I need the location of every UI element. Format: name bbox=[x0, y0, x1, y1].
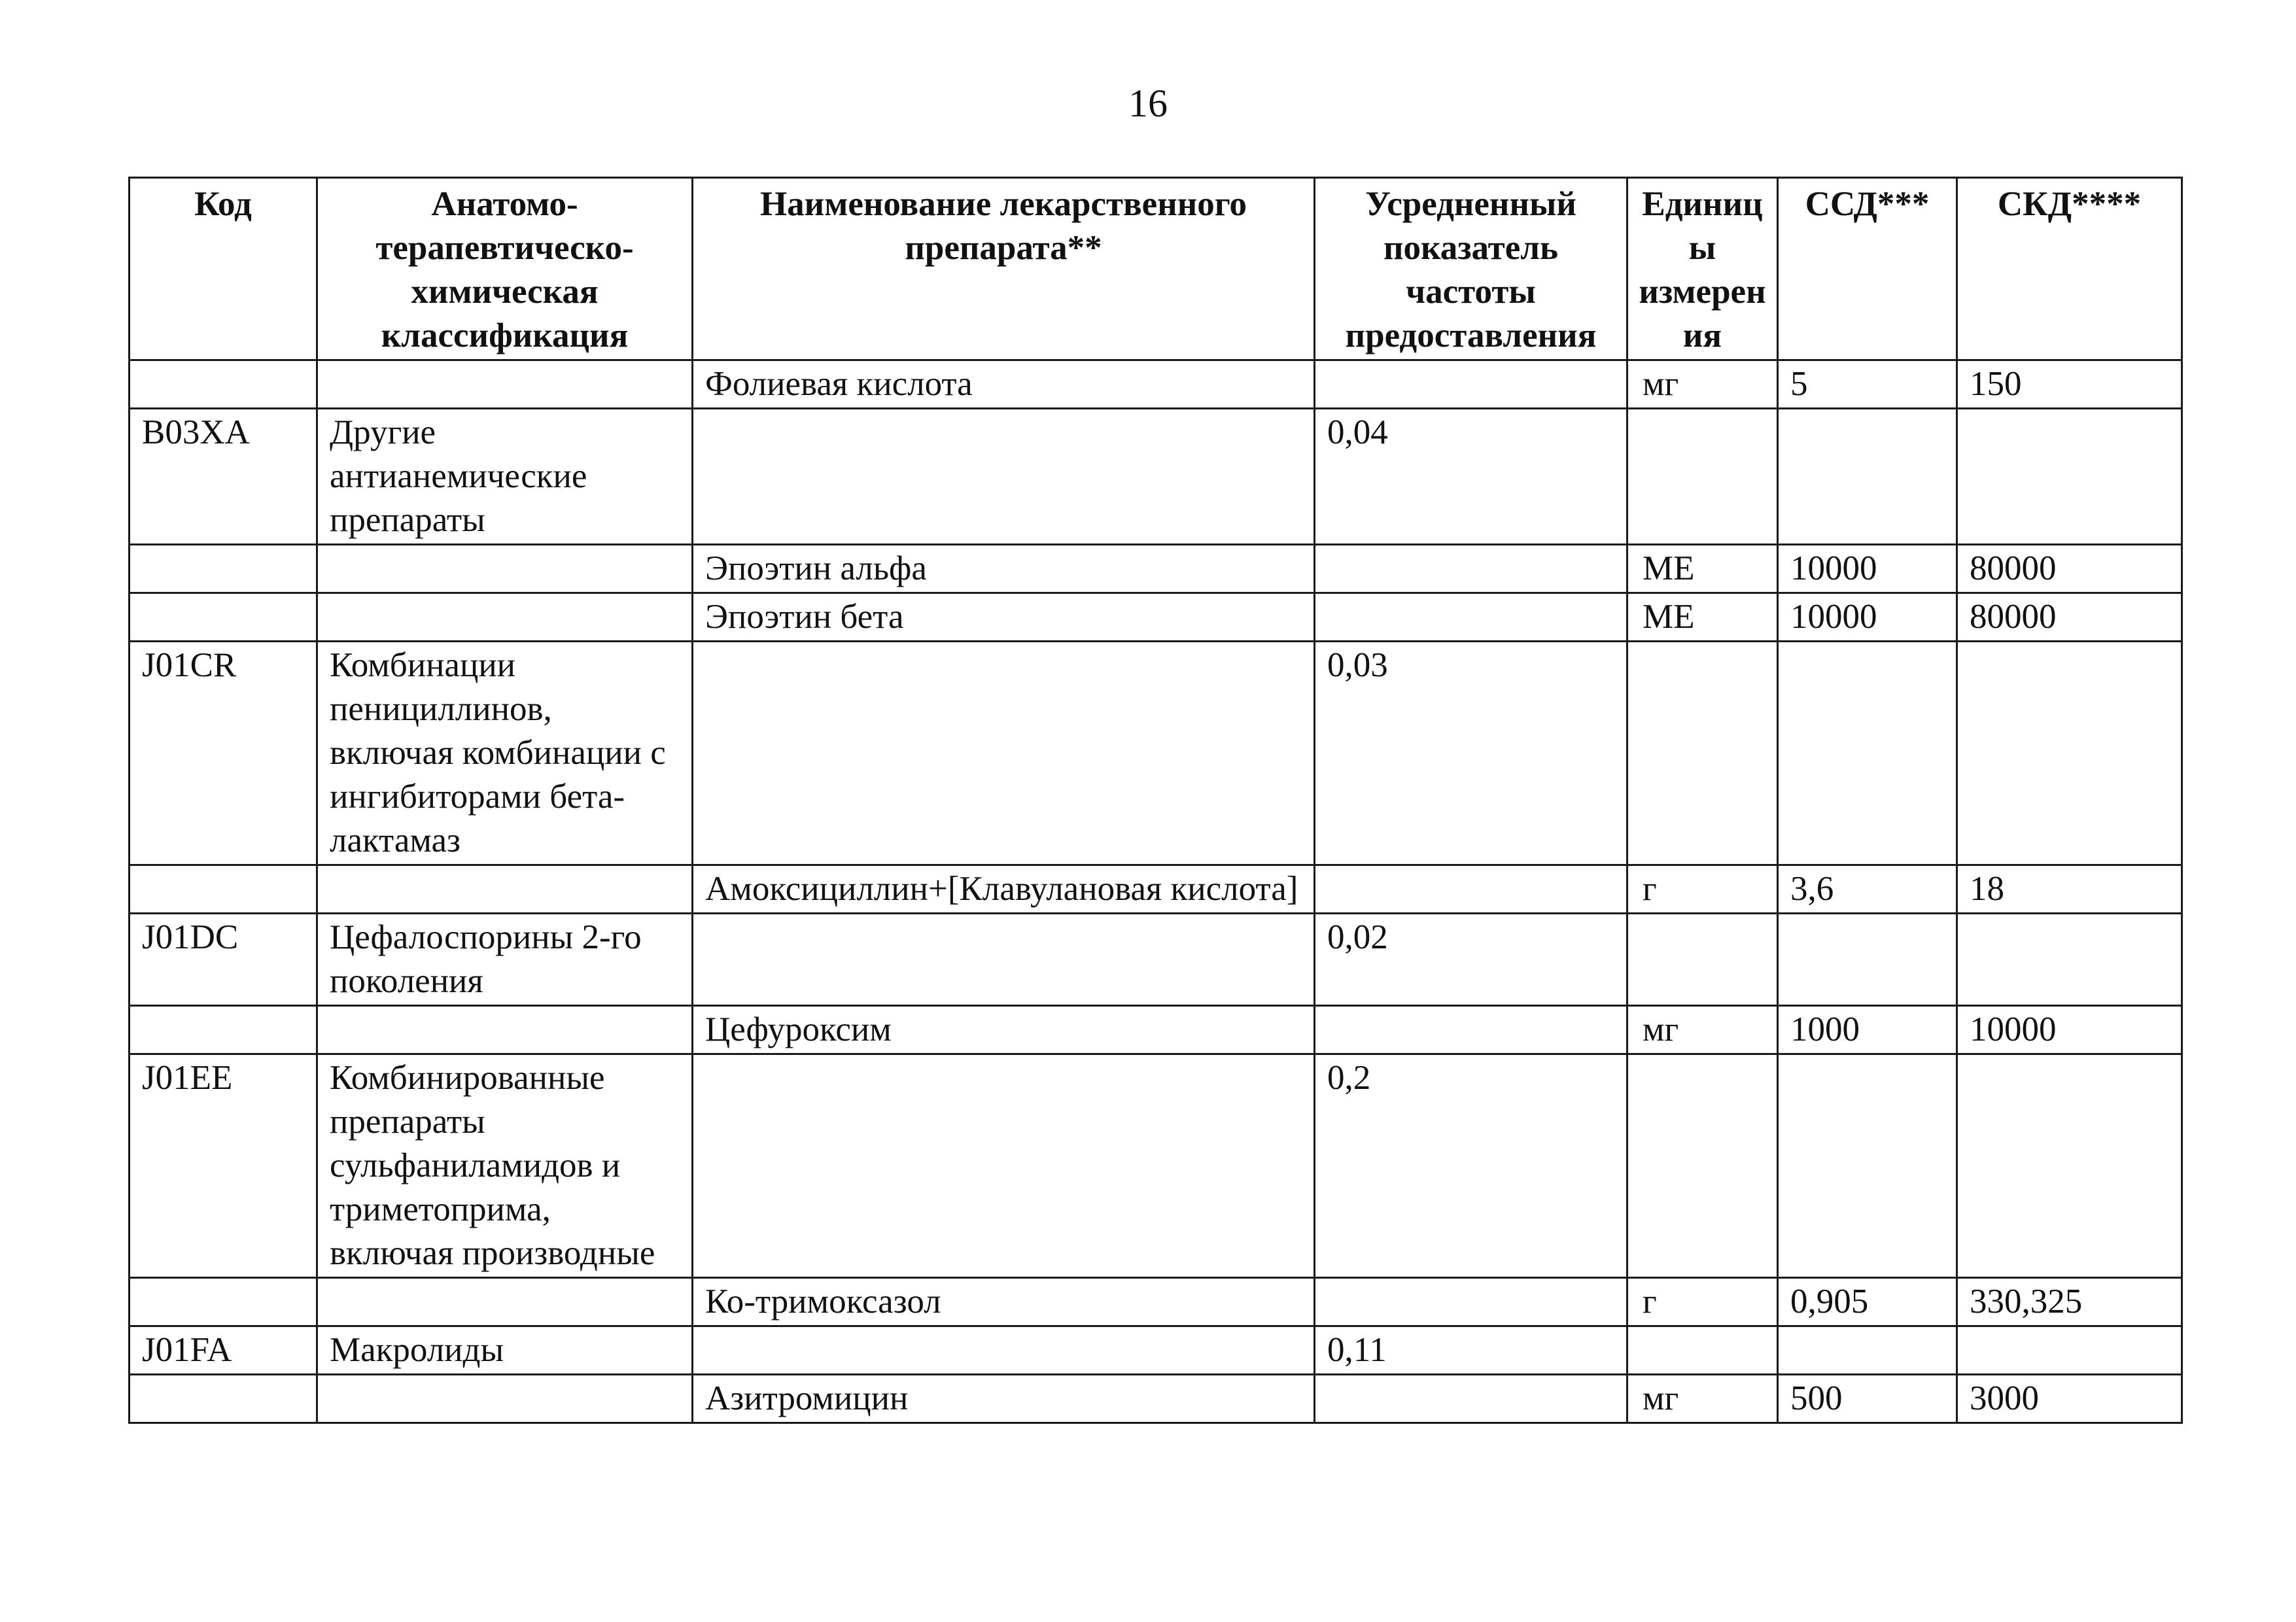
cell-ssd bbox=[1778, 914, 1957, 1006]
cell-code bbox=[130, 1375, 317, 1423]
cell-ssd: 3,6 bbox=[1778, 865, 1957, 914]
cell-code: J01CR bbox=[130, 642, 317, 865]
cell-ssd bbox=[1778, 642, 1957, 865]
table-row bbox=[130, 409, 2182, 545]
cell-name bbox=[693, 409, 1315, 545]
header-unit: Единицы измерения bbox=[1627, 178, 1778, 360]
cell-name: Амоксициллин+[Клавулановая кислота] bbox=[693, 865, 1315, 914]
table-row bbox=[130, 914, 2182, 1006]
cell-atc bbox=[317, 1375, 693, 1423]
cell-skd bbox=[1957, 1326, 2182, 1375]
cell-name: Азитромицин bbox=[693, 1375, 1315, 1423]
table-row bbox=[130, 360, 2182, 409]
cell-atc: Комбинированные препараты сульфаниламидов и триметоприма, включая производные bbox=[317, 1054, 693, 1278]
cell-frequency: 0,02 bbox=[1315, 914, 1627, 1006]
cell-code bbox=[130, 865, 317, 914]
header-frequency: Усредненный показатель частоты предоставления bbox=[1315, 178, 1627, 360]
cell-frequency: 0,2 bbox=[1315, 1054, 1627, 1278]
table-row bbox=[130, 865, 2182, 914]
cell-skd: 80000 bbox=[1957, 593, 2182, 642]
table-row bbox=[130, 1326, 2182, 1375]
table-row bbox=[130, 642, 2182, 865]
cell-code: J01EE bbox=[130, 1054, 317, 1278]
table-row bbox=[130, 1054, 2182, 1278]
cell-name bbox=[693, 1054, 1315, 1278]
cell-code bbox=[130, 1006, 317, 1054]
table-row bbox=[130, 1278, 2182, 1326]
cell-skd: 80000 bbox=[1957, 545, 2182, 593]
cell-skd: 3000 bbox=[1957, 1375, 2182, 1423]
cell-ssd: 10000 bbox=[1778, 593, 1957, 642]
cell-unit: мг bbox=[1627, 1006, 1778, 1054]
table-row bbox=[130, 1375, 2182, 1423]
cell-frequency bbox=[1315, 1375, 1627, 1423]
cell-code bbox=[130, 593, 317, 642]
cell-code bbox=[130, 1278, 317, 1326]
cell-code bbox=[130, 360, 317, 409]
table-row bbox=[130, 1006, 2182, 1054]
cell-frequency: 0,03 bbox=[1315, 642, 1627, 865]
cell-name bbox=[693, 914, 1315, 1006]
cell-atc bbox=[317, 360, 693, 409]
cell-atc bbox=[317, 593, 693, 642]
cell-name: Цефуроксим bbox=[693, 1006, 1315, 1054]
cell-ssd bbox=[1778, 1054, 1957, 1278]
cell-name: Эпоэтин альфа bbox=[693, 545, 1315, 593]
cell-code bbox=[130, 545, 317, 593]
cell-name bbox=[693, 1326, 1315, 1375]
cell-frequency bbox=[1315, 865, 1627, 914]
cell-atc bbox=[317, 545, 693, 593]
cell-frequency bbox=[1315, 545, 1627, 593]
cell-ssd: 5 bbox=[1778, 360, 1957, 409]
header-skd: СКД**** bbox=[1957, 178, 2182, 360]
cell-name: Фолиевая кислота bbox=[693, 360, 1315, 409]
cell-skd bbox=[1957, 914, 2182, 1006]
header-name: Наименование лекарственного препарата** bbox=[693, 178, 1315, 360]
header-atc: Анатомо-терапевтическо-химическая классификация bbox=[317, 178, 693, 360]
table-body bbox=[130, 360, 2182, 1423]
cell-unit: МЕ bbox=[1627, 545, 1778, 593]
cell-code: J01DC bbox=[130, 914, 317, 1006]
cell-atc: Комбинации пенициллинов, включая комбинации с ингибиторами бета-лактамаз bbox=[317, 642, 693, 865]
cell-skd bbox=[1957, 642, 2182, 865]
cell-frequency: 0,04 bbox=[1315, 409, 1627, 545]
header-ssd: ССД*** bbox=[1778, 178, 1957, 360]
cell-unit: мг bbox=[1627, 1375, 1778, 1423]
cell-unit: МЕ bbox=[1627, 593, 1778, 642]
cell-name: Эпоэтин бета bbox=[693, 593, 1315, 642]
cell-frequency bbox=[1315, 593, 1627, 642]
header-code: Код bbox=[130, 178, 317, 360]
table-row bbox=[130, 593, 2182, 642]
cell-ssd: 10000 bbox=[1778, 545, 1957, 593]
cell-atc bbox=[317, 1278, 693, 1326]
cell-atc: Другие антианемические препараты bbox=[317, 409, 693, 545]
cell-skd: 330,325 bbox=[1957, 1278, 2182, 1326]
table-row bbox=[130, 545, 2182, 593]
table-header bbox=[130, 178, 2182, 360]
cell-ssd bbox=[1778, 1326, 1957, 1375]
cell-frequency: 0,11 bbox=[1315, 1326, 1627, 1375]
page-number: 16 bbox=[1128, 82, 1168, 125]
cell-unit bbox=[1627, 914, 1778, 1006]
cell-name bbox=[693, 642, 1315, 865]
cell-unit bbox=[1627, 1326, 1778, 1375]
cell-frequency bbox=[1315, 1006, 1627, 1054]
cell-atc: Макролиды bbox=[317, 1326, 693, 1375]
cell-ssd: 1000 bbox=[1778, 1006, 1957, 1054]
cell-atc bbox=[317, 1006, 693, 1054]
cell-unit: мг bbox=[1627, 360, 1778, 409]
cell-unit bbox=[1627, 642, 1778, 865]
cell-skd bbox=[1957, 409, 2182, 545]
drug-table bbox=[128, 177, 2183, 1424]
cell-ssd: 500 bbox=[1778, 1375, 1957, 1423]
cell-skd: 18 bbox=[1957, 865, 2182, 914]
cell-atc: Цефалоспорины 2-го поколения bbox=[317, 914, 693, 1006]
cell-unit: г bbox=[1627, 1278, 1778, 1326]
cell-ssd: 0,905 bbox=[1778, 1278, 1957, 1326]
cell-code: B03XA bbox=[130, 409, 317, 545]
cell-skd: 150 bbox=[1957, 360, 2182, 409]
header-row bbox=[130, 178, 2182, 360]
cell-unit bbox=[1627, 1054, 1778, 1278]
cell-atc bbox=[317, 865, 693, 914]
cell-skd bbox=[1957, 1054, 2182, 1278]
cell-frequency bbox=[1315, 1278, 1627, 1326]
cell-ssd bbox=[1778, 409, 1957, 545]
cell-frequency bbox=[1315, 360, 1627, 409]
cell-unit bbox=[1627, 409, 1778, 545]
cell-code: J01FA bbox=[130, 1326, 317, 1375]
cell-name: Ко-тримоксазол bbox=[693, 1278, 1315, 1326]
cell-skd: 10000 bbox=[1957, 1006, 2182, 1054]
cell-unit: г bbox=[1627, 865, 1778, 914]
